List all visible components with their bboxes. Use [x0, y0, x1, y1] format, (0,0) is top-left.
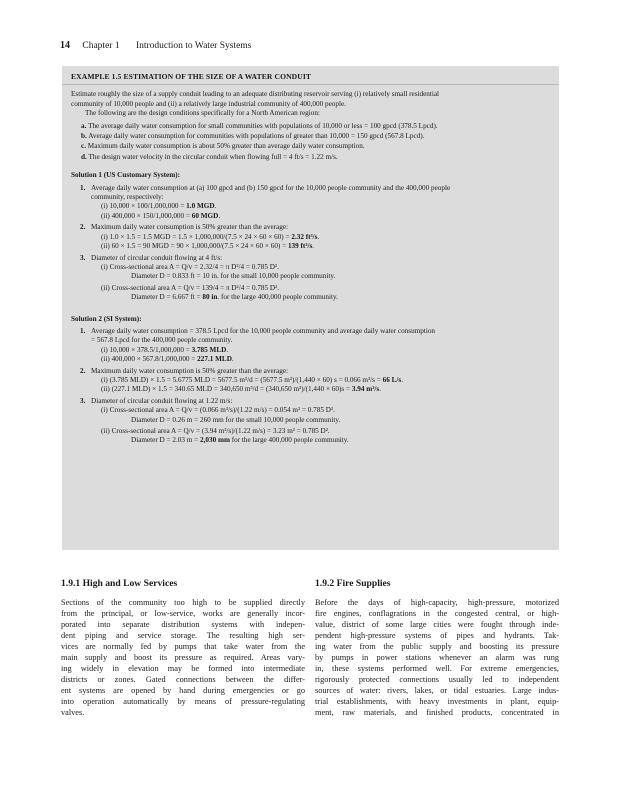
condition-item: d. The design water velocity in the circular conduit when flowing full = 4 ft/s = 1.22 m/s. — [81, 152, 338, 161]
section-192-heading: 1.9.2 Fire Supplies — [315, 578, 391, 589]
body-line: Before the days of high-capacity, high-pressure, motorized — [315, 598, 559, 607]
body-line: ment, raw materials, and finished products, concentrated in — [315, 708, 559, 718]
page-number: 14 — [60, 40, 70, 51]
conditions-list — [71, 122, 551, 163]
condition-item: c. Maximum daily water consumption is about 50% greater than average daily water consumption. — [81, 142, 365, 151]
solution-1-step-3: 3. Diameter of circular conduit flowing at 4 ft/s: (i) Cross-sectional area A = Q/v = 2.32/4 = π D²/4 = 0.785 D². Diameter D = 0.833 ft = 10 in. for the small 10,000 people community. (ii) Cross-sectional area A = Q/v = 139/4 = π D²/4 = 0.785 D². Diameter D = 6.667 ft = 80 in. for the large 400,000 people community. — [80, 253, 338, 302]
example-box — [62, 66, 559, 550]
body-line: sources of water: rivers, lakes, or tidal estuaries. Large indus- — [315, 686, 559, 696]
body-line: pendent high-pressure systems of pipes and hydrants. Tak- — [315, 631, 559, 641]
body-line: ing water from the public supply and boosting its pressure — [315, 642, 559, 652]
example-intro-2: community of 10,000 people and (ii) a relatively large industrial community of 400,000 people. — [71, 99, 346, 108]
body-line: vices are normally fed by pumps that take water from the — [61, 642, 305, 652]
body-line: valves. — [61, 708, 85, 718]
solution-2-title: Solution 2 (SI System): — [71, 314, 142, 323]
section-191-body — [61, 597, 305, 719]
body-line: by pumps in power stations whenever an alarm was rung — [315, 653, 559, 663]
solution-1-title: Solution 1 (US Customary System): — [71, 171, 181, 180]
chapter-label: Chapter 1 — [82, 41, 120, 51]
condition-item: a. The average daily water consumption for small communities with populations of 10,000 or less = 100 gpcd (378.5 Lpcd). — [81, 121, 438, 130]
chapter-title: Introduction to Water Systems — [135, 41, 252, 51]
body-line: districts or zones. Gated connections between the differ- — [61, 675, 305, 685]
body-line: trial establishments, with heavy investments in plant, equip- — [315, 697, 559, 707]
body-line: value, district of some large cities were fought through inde- — [315, 620, 559, 630]
body-line: ing widely in elevation may be formed into intermediate — [61, 664, 305, 674]
body-line: ent systems are opened by hand during emergencies or go — [61, 686, 305, 696]
section-191-heading: 1.9.1 High and Low Services — [61, 578, 178, 589]
page-header — [60, 40, 251, 51]
body-line: from the principal, or low-service, works are generally incor- — [61, 609, 305, 619]
body-line: porated into separate distribution systems with indepen- — [61, 620, 305, 630]
solution-2-step-2: 2. Maximum daily water consumption is 50% greater than the average: (i) (3.785 MLD) × 1.5 = 5.6775 MLD = 5677.5 m³/d = (5677.5 m³)/(1,440 × 60) s = 0.066 m³/s = 66 L/s. (ii) (227.1 MLD) × 1.5 = 340.65 MLD = 340,650 m³/d = (340,650 m³)/(1,440 × 60)s = 3.94 m³/s. — [80, 366, 403, 394]
solution-2-step-3: 3. Diameter of circular conduit flowing at 1.22 m/s: (i) Cross-sectional area A = Q/v = (0.066 m³/s)/(1.22 m/s) = 0.054 m² = 0.785 D². Diameter D = 0.26 m = 260 mm for the small 10,000 people community. (ii) Cross-sectional area A = Q/v = (3.94 m³/s)/(1.22 m/s) = 3.23 m² = 0.785 D². Diameter D = 2.03 m = 2,030 mm for the large 400,000 people community. — [80, 396, 349, 445]
body-line: dent piping and service storage. The resulting high ser- — [61, 631, 305, 641]
body-line: main supply and boost its pressure as required. Areas vary- — [61, 653, 305, 663]
section-192-body — [315, 597, 559, 719]
solution-1-step-1: 1. Average daily water consumption at (a) 100 gpcd and (b) 150 gpcd for the 10,000 people community and the 400,000 people community, respectively: (i) 10,000 × 100/1,000,000 = 1.0 MGD. (ii) 400,000 × 150/1,000,000 = 60 MGD. — [80, 183, 451, 220]
solution-2-step-1: 1. Average daily water consumption = 378.5 Lpcd for the 10,000 people community and average daily water consumption = 567.8 Lpcd for the 400,000 people community. (i) 10,000 × 378.5/1,000,000 = 3.785 MLD. (ii) 400,000 × 567.8/1,000,000 = 227.1 MLD. — [80, 326, 436, 364]
condition-item: b. Average daily water consumption for communities with populations of greater than 10,000 = 150 gpcd (567.8 Lpcd). — [81, 132, 425, 141]
body-line: in, these systems performed well. For extreme emergencies, — [315, 664, 559, 674]
body-line: into operation automatically by means of pressure-regulating — [61, 697, 305, 707]
body-line: fire engines, conflagrations in the congested central, or high- — [315, 609, 559, 619]
solution-1-step-2: 2. Maximum daily water consumption is 50% greater than the average: (i) 1.0 × 1.5 = 1.5 MGD = 1.5 × 1,000,000/(7.5 × 24 × 60 × 60) = 2.32 ft³/s. (ii) 60 × 1.5 = 90 MGD = 90 × 1,000,000/(7.5 × 24 × 60 × 60) = 139 ft³/s. — [80, 223, 320, 251]
body-line: rigorously protected connections usually led to independent — [315, 675, 559, 685]
example-intro-3: The following are the design conditions specifically for a North American region: — [85, 109, 320, 118]
example-title: EXAMPLE 1.5 ESTIMATION OF THE SIZE OF A WATER CONDUIT — [62, 72, 559, 85]
example-intro-1: Estimate roughly the size of a supply conduit leading to an adequate distributing reservoir serving (i) relatively small residential — [71, 90, 440, 99]
body-line: Sections of the community too high to be supplied directly — [61, 598, 305, 607]
